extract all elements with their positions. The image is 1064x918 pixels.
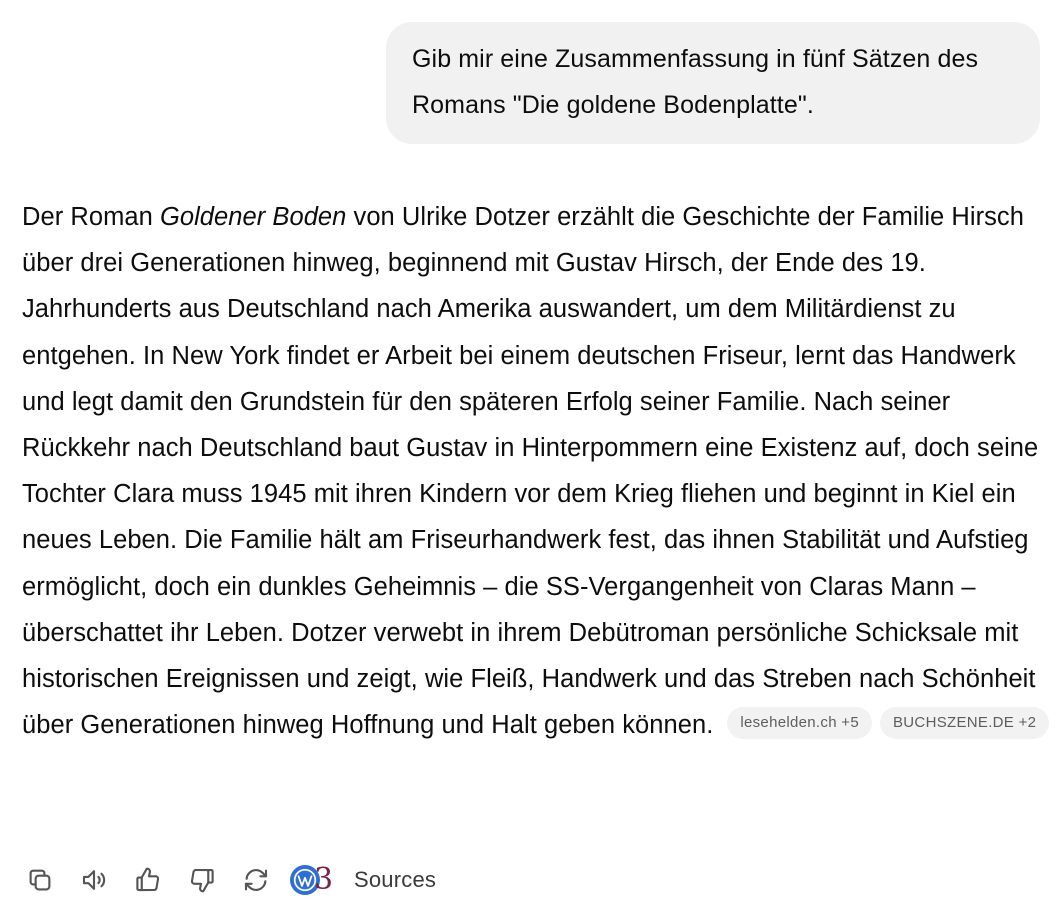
answer-intro: Der Roman	[22, 203, 160, 231]
answer-body: von Ulrike Dotzer erzählt die Geschichte der Familie Hirsch über drei Generationen hinweg, beginnend mit Gustav Hirsch, der Ende des 19. Jahrhunderts aus Deutschland nach Amerika auswandert, um dem Militärdienst zu entgehen. In New York findet er Arbeit bei einem deutschen Friseur, lernt das Handwerk und legt damit den Grundstein für den späteren Erfolg seiner Familie. Nach seiner Rückkehr nach Deutschland baut Gustav in Hinterpommern eine Existenz auf, doch seine Tochter Clara muss 1945 mit ihren Kindern vor dem Krieg fliehen und beginnt in Kiel ein neues Leben. Die Familie hält am Friseurhandwerk fest, das ihnen Stabilität und Aufstieg ermöglicht, doch ein dunkles Geheimnis – die SS-Vergangenheit von Claras Mann – überschattet ihr Leben. Dotzer verwebt in ihrem Debütroman persönliche Schicksale mit historischen Ereignissen und zeigt, wie Fleiß, Handwerk und das Streben nach Schönheit über Generationen hinweg Hoffnung und Halt geben können.	[22, 203, 1039, 740]
source-favicons	[290, 863, 342, 897]
citation-chip-lesehelden[interactable]: lesehelden.ch +5	[727, 707, 872, 739]
speaker-icon	[79, 865, 109, 895]
copy-icon	[25, 865, 55, 895]
message-actions	[20, 860, 436, 900]
b3-icon: 3	[314, 862, 334, 897]
thumbs-down-icon	[187, 865, 217, 895]
thumbs-up-icon	[133, 865, 163, 895]
read-aloud-button[interactable]	[74, 860, 114, 900]
user-message-text: Gib mir eine Zusammenfassung in fünf Sätzen des Romans "Die goldene Bodenplatte".	[412, 45, 979, 119]
citation-chip-buchszene[interactable]: BUCHSZENE.DE +2	[880, 707, 1049, 739]
sources-label: Sources	[354, 867, 437, 892]
regenerate-button[interactable]	[236, 860, 276, 900]
sources-button[interactable]	[290, 860, 436, 900]
assistant-message	[22, 194, 1052, 748]
book-title: Goldener Boden	[159, 203, 347, 231]
user-message-bubble	[386, 22, 1040, 144]
copy-button[interactable]	[20, 860, 60, 900]
thumbs-up-button[interactable]	[128, 860, 168, 900]
refresh-icon	[241, 865, 271, 895]
thumbs-down-button[interactable]	[182, 860, 222, 900]
